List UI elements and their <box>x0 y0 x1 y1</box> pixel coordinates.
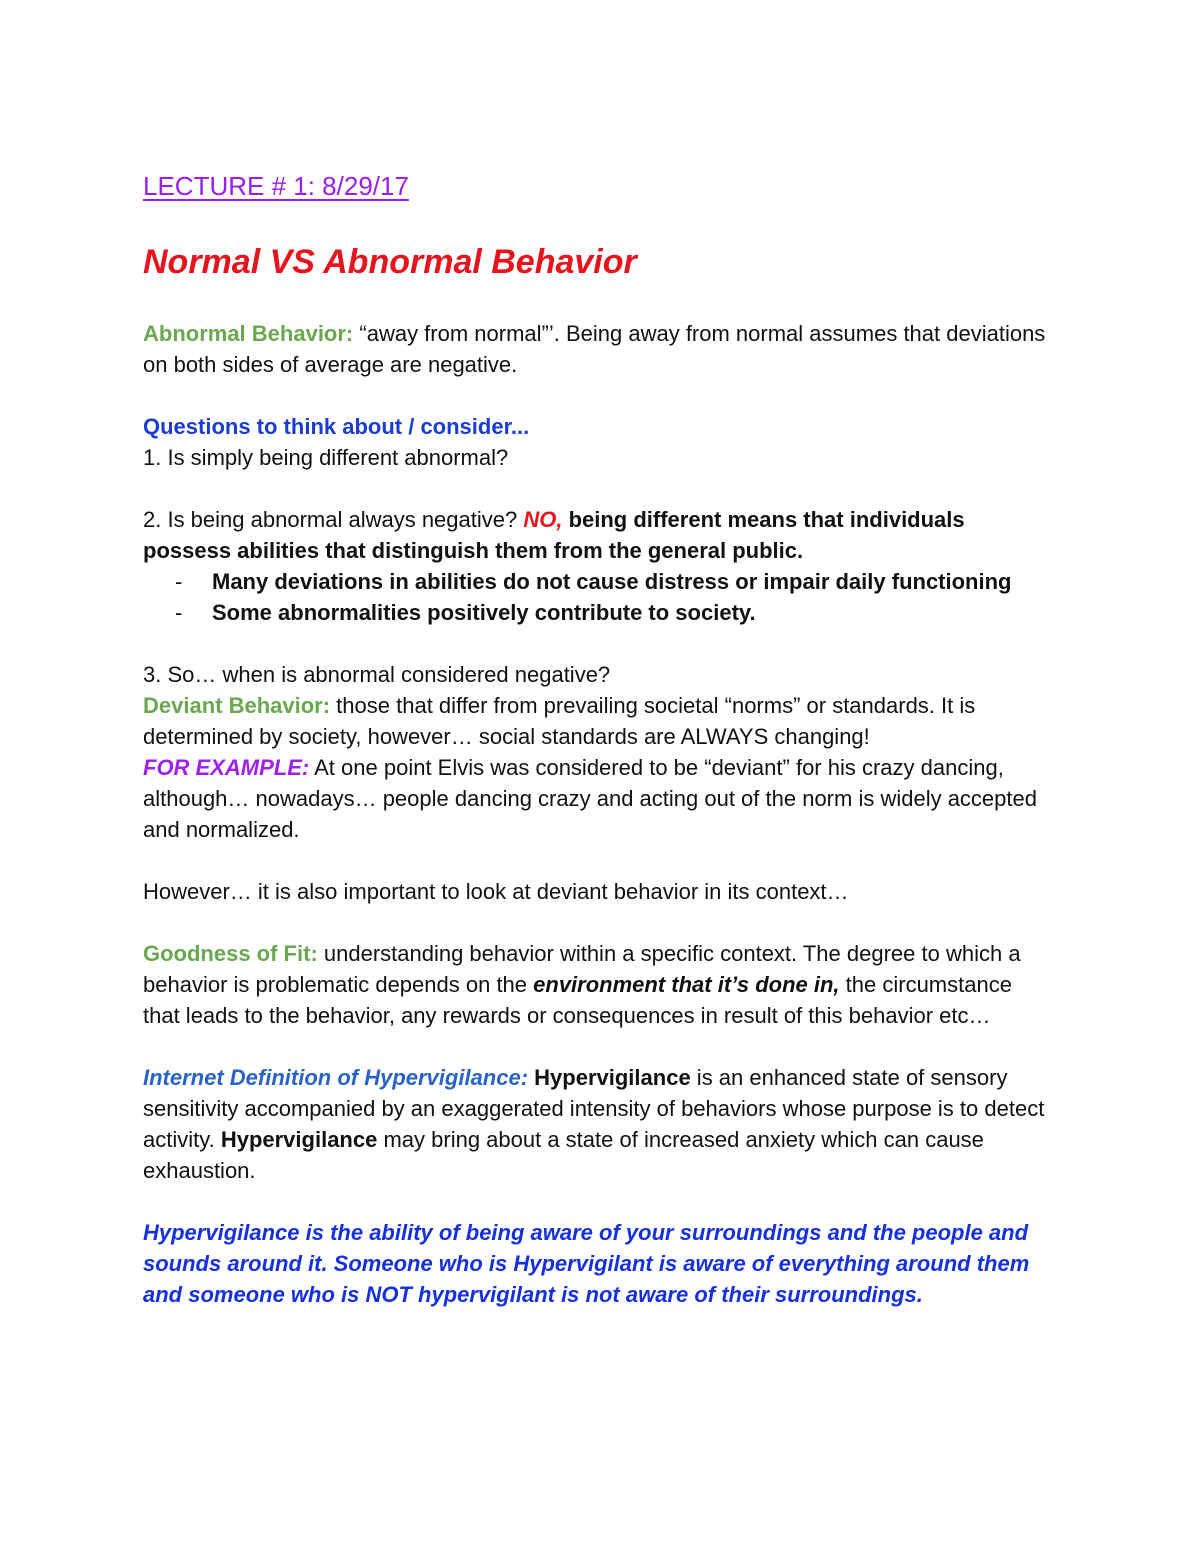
document-content <box>143 168 1053 1310</box>
bullet-dash: - <box>175 569 183 594</box>
question-3: 3. So… when is abnormal considered negative? <box>143 662 611 687</box>
internet-definition-label: Internet Definition of Hypervigilance: <box>143 1065 529 1090</box>
however-paragraph: However… it is also important to look at deviant behavior in its context… <box>143 879 849 904</box>
goodness-of-fit-emphasis: environment that it’s done in, <box>533 972 840 997</box>
abnormal-behavior-text: “away from normal”’. Being away from normal assumes that deviations on both sides of average are negative. <box>143 321 1046 377</box>
question-1: 1. Is simply being different abnormal? <box>143 445 509 470</box>
list-item <box>143 566 1053 597</box>
question-2 <box>143 504 1053 566</box>
goodness-of-fit-text-1: understanding behavior within a specific context. The degree to which a behavior is problematic depends on the <box>143 941 1021 997</box>
hypervigilance-term-1: Hypervigilance <box>528 1065 691 1090</box>
list-item <box>143 597 1053 628</box>
questions-heading: Questions to think about / consider... <box>143 414 530 439</box>
internet-definition-paragraph <box>143 1062 1053 1186</box>
lecture-heading: LECTURE # 1: 8/29/17 <box>143 171 409 201</box>
goodness-of-fit-label: Goodness of Fit: <box>143 941 318 966</box>
internet-definition-text-1: is an enhanced state of sensory sensitivity accompanied by an exaggerated intensity of behaviors whose purpose is to detect activity. <box>143 1065 1045 1152</box>
deviant-behavior-label: Deviant Behavior: <box>143 693 331 718</box>
deviant-behavior-paragraph <box>143 690 1053 752</box>
bullet-dash: - <box>175 600 183 625</box>
page-title: Normal VS Abnormal Behavior <box>143 243 637 281</box>
example-paragraph <box>143 752 1053 845</box>
bullet-text: Some abnormalities positively contribute to society. <box>212 600 756 625</box>
example-label: FOR EXAMPLE: <box>143 755 310 780</box>
question-2-no: NO, <box>523 507 563 532</box>
example-text: At one point Elvis was considered to be “deviant” for his crazy dancing, although… nowadays… people dancing crazy and acting out of the norm is widely accepted and normalized. <box>143 755 1037 842</box>
abnormal-behavior-label: Abnormal Behavior: <box>143 321 354 346</box>
deviant-behavior-text: those that differ from prevailing societal “norms” or standards. It is determined by society, however… social standards are ALWAYS changing! <box>143 693 976 749</box>
bullet-text: Many deviations in abilities do not cause distress or impair daily functioning <box>212 569 1012 594</box>
internet-definition-text-2: may bring about a state of increased anxiety which can cause exhaustion. <box>143 1127 984 1183</box>
goodness-of-fit-paragraph <box>143 938 1053 1031</box>
question-2-answer: being different means that individuals possess abilities that distinguish them from the general public. <box>143 507 965 563</box>
goodness-of-fit-text-2: the circumstance that leads to the behavior, any rewards or consequences in result of this behavior etc… <box>143 972 1012 1028</box>
question-2-text: 2. Is being abnormal always negative? <box>143 507 524 532</box>
conclusion-paragraph: Hypervigilance is the ability of being aware of your surroundings and the people and sounds around it. Someone who is Hypervigilant is aware of everything around them and someone who is NOT hypervigilant is not aware of their surroundings. <box>143 1220 1030 1307</box>
bullet-list <box>143 566 1053 628</box>
hypervigilance-term-2: Hypervigilance <box>220 1127 378 1152</box>
abnormal-behavior-paragraph <box>143 318 1053 380</box>
